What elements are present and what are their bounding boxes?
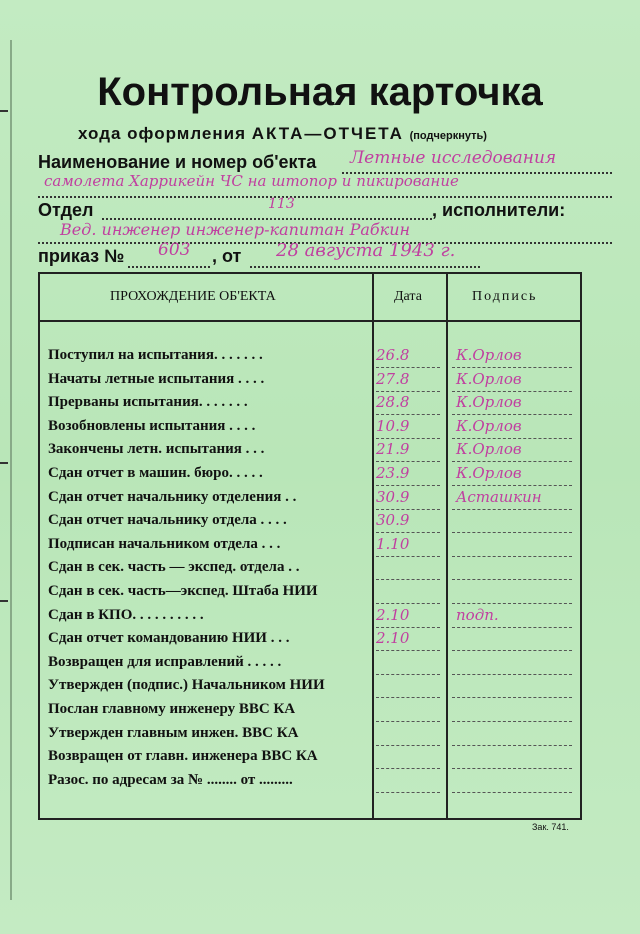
date-dash-line xyxy=(376,792,440,793)
table-row xyxy=(40,509,580,533)
row-label: Возвращен для исправлений . . . . . xyxy=(48,653,282,670)
row-signature: К.Орлов xyxy=(456,416,522,435)
row-signature: К.Орлов xyxy=(456,440,522,459)
row-date: 27.8 xyxy=(376,369,410,388)
order-footer: Зак. 741. xyxy=(532,822,569,832)
object-value-2: самолета Харрикейн ЧС на штопор и пикирование xyxy=(44,172,459,190)
table-row xyxy=(40,344,580,368)
row-label: Поступил на испытания. . . . . . . xyxy=(48,347,263,363)
row-signature: подп. xyxy=(456,605,499,624)
row-label: Возвращен от главн. инженера ВВС КА xyxy=(48,748,318,765)
dotted-line xyxy=(128,266,210,268)
row-date: 30.9 xyxy=(376,511,410,530)
row-date: 10.9 xyxy=(376,416,410,435)
margin-tick xyxy=(0,600,8,602)
margin-tick xyxy=(0,462,8,464)
row-date: 2.10 xyxy=(376,605,410,624)
row-date: 1.10 xyxy=(376,534,410,553)
row-label: Сдан в сек. часть — экспед. отдела . . xyxy=(48,559,300,576)
row-label: Начаты летные испытания . . . . xyxy=(48,370,265,387)
row-label: Сдан отчет в машин. бюро. . . . . xyxy=(48,465,263,481)
col-sign-header: Подпись xyxy=(472,289,538,304)
row-signature: К.Орлов xyxy=(456,393,522,412)
table-row xyxy=(40,722,580,746)
executors-label: , исполнители: xyxy=(432,200,566,220)
table-row xyxy=(40,462,580,486)
row-label: Утвержден главным инжен. ВВС КА xyxy=(48,724,299,741)
subtitle xyxy=(78,124,487,144)
sign-dash-line xyxy=(452,792,572,793)
table-row xyxy=(40,438,580,462)
order-label: приказ № xyxy=(38,246,125,266)
row-date: 30.9 xyxy=(376,487,410,506)
subtitle-emph: АКТА—ОТЧЕТА xyxy=(251,124,404,143)
col-stage-header: ПРОХОЖДЕНИЕ ОБ'ЕКТА xyxy=(110,289,276,304)
row-signature: К.Орлов xyxy=(456,346,522,364)
object-value-3: 113 xyxy=(268,196,295,212)
table-row xyxy=(40,604,580,628)
row-date: 2.10 xyxy=(376,629,410,648)
row-label: Сдан в сек. часть—экспед. Штаба НИИ xyxy=(48,583,318,599)
table-row xyxy=(40,533,580,557)
row-label: Сдан отчет командованию НИИ . . . xyxy=(48,630,290,647)
table-row xyxy=(40,486,580,510)
row-date: 23.9 xyxy=(376,464,410,482)
col-date-header: Дата xyxy=(394,289,422,304)
row-label: Сдан отчет начальнику отделения . . xyxy=(48,488,297,505)
table-header xyxy=(40,274,580,322)
table-row xyxy=(40,627,580,651)
object-label: Наименование и номер об'екта xyxy=(38,152,317,172)
order-from: , от xyxy=(212,246,242,266)
row-label: Утвержден (подпис.) Начальником НИИ xyxy=(48,677,325,694)
row-label: Разос. по адресам за № ........ от ......... xyxy=(48,771,293,788)
subtitle-prefix: хода оформления xyxy=(78,124,246,143)
row-date: 28.8 xyxy=(376,393,410,412)
dotted-line xyxy=(250,266,480,268)
table-row xyxy=(40,651,580,675)
object-value-1: Летные исследования xyxy=(350,148,557,168)
row-label: Возобновлены испытания . . . . xyxy=(48,417,256,434)
left-edge xyxy=(0,40,12,900)
order-number: 603 xyxy=(158,240,191,260)
table-row xyxy=(40,391,580,415)
row-label: Закончены летн. испытания . . . xyxy=(48,441,265,458)
row-label: Послан главному инженеру ВВС КА xyxy=(48,701,296,717)
order-date: 28 августа 1943 г. xyxy=(276,240,456,261)
row-date: 26.8 xyxy=(376,346,410,364)
table-row xyxy=(40,415,580,439)
row-signature: Асташкин xyxy=(456,487,542,506)
dotted-line xyxy=(38,196,612,198)
table-row xyxy=(40,580,580,604)
table-row xyxy=(40,745,580,769)
card-title: Контрольная карточка xyxy=(97,70,543,114)
table-row xyxy=(40,698,580,722)
subtitle-note: (подчеркнуть) xyxy=(409,130,487,142)
department-label: Отдел xyxy=(38,200,94,220)
table-row xyxy=(40,368,580,392)
progress-table xyxy=(38,272,582,820)
row-label: Подписан начальником отдела . . . xyxy=(48,535,281,552)
table-row xyxy=(40,674,580,698)
row-signature: К.Орлов xyxy=(456,369,522,388)
row-label: Прерваны испытания. . . . . . . xyxy=(48,394,248,411)
table-row xyxy=(40,556,580,580)
row-date: 21.9 xyxy=(376,440,410,459)
executors-value: Вед. инженер инженер-капитан Рабкин xyxy=(60,220,411,239)
row-label: Сдан в КПО. . . . . . . . . . xyxy=(48,606,204,623)
row-signature: К.Орлов xyxy=(456,464,522,482)
table-row xyxy=(40,769,580,793)
row-label: Сдан отчет начальнику отдела . . . . xyxy=(48,512,287,529)
